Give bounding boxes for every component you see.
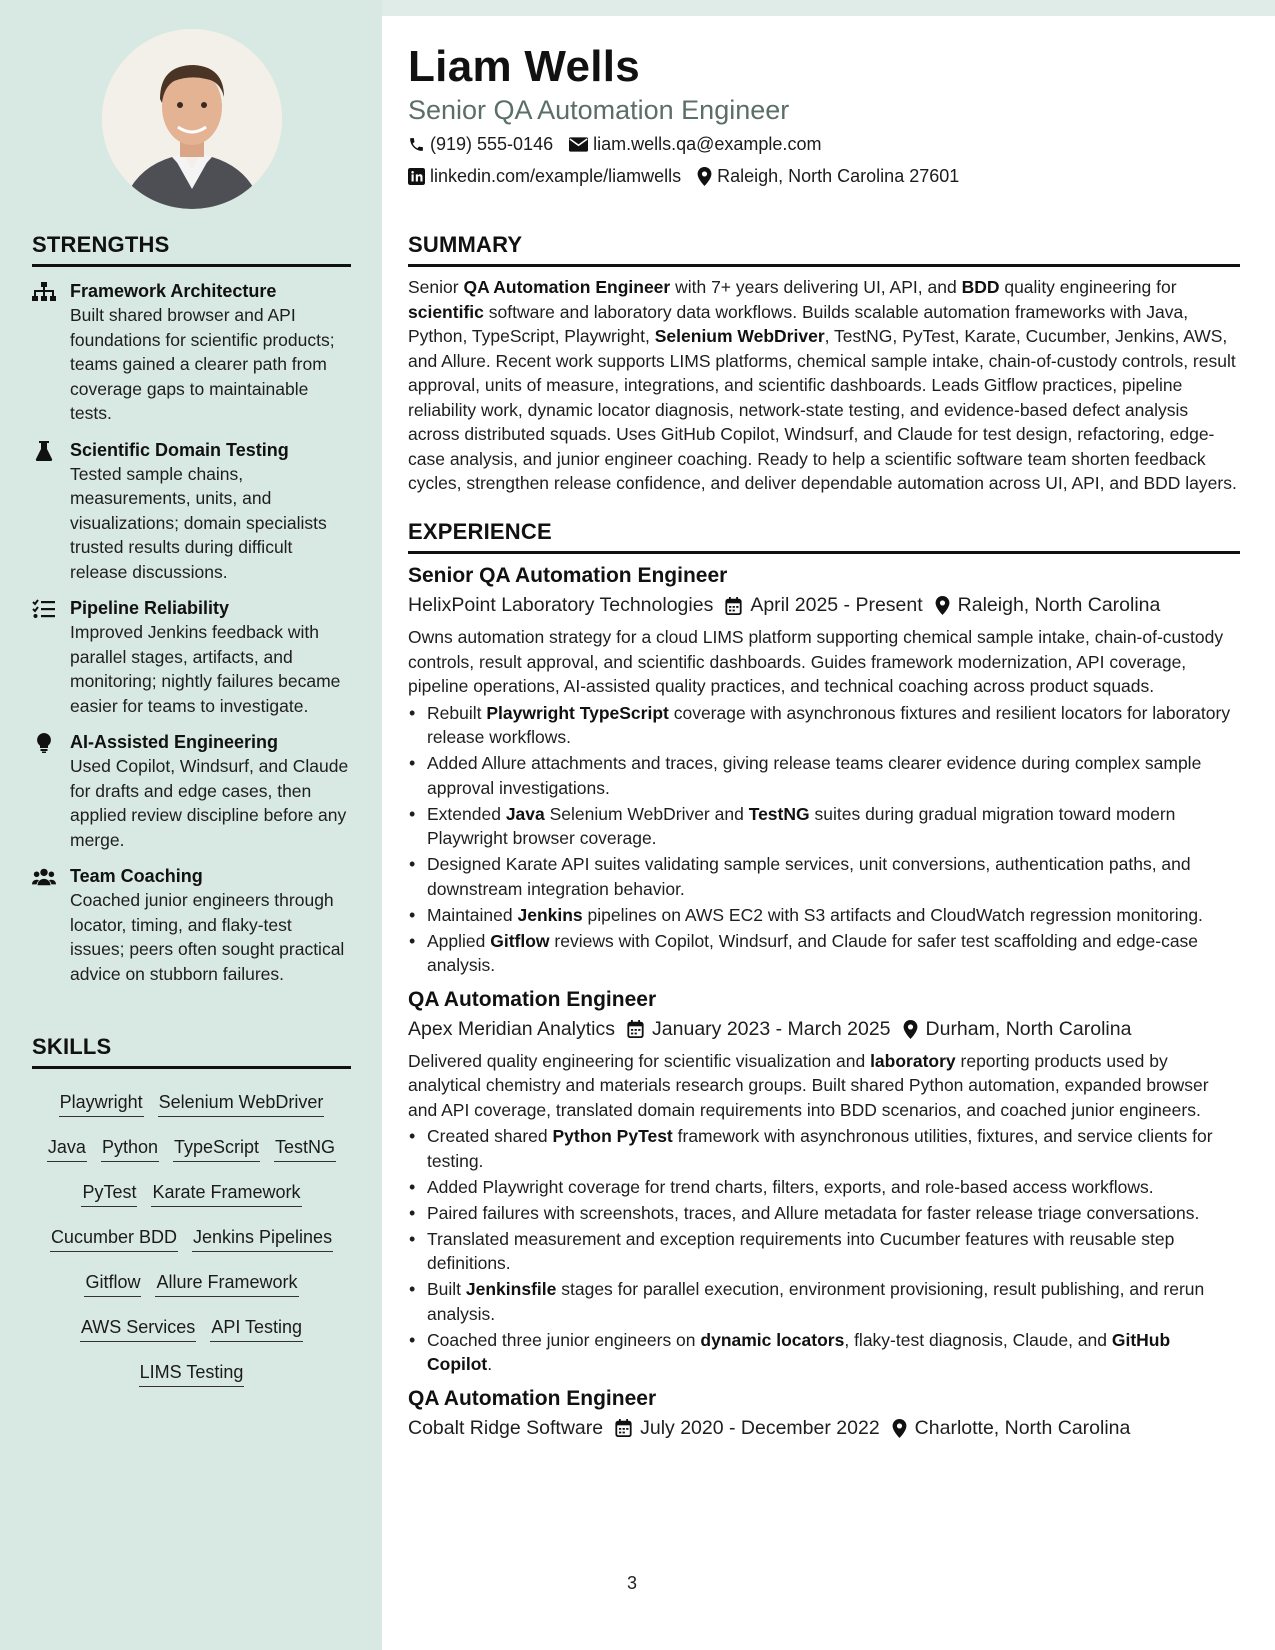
sitemap-icon — [32, 282, 56, 302]
calendar-icon — [725, 597, 742, 615]
calendar-icon — [615, 1419, 632, 1437]
flask-icon — [32, 441, 56, 461]
map-pin-icon — [903, 1020, 918, 1039]
candidate-title: Senior QA Automation Engineer — [408, 95, 790, 125]
summary-heading: SUMMARY — [408, 232, 1240, 267]
users-icon — [32, 867, 56, 887]
job-entry — [408, 988, 1240, 1377]
skill-tag: TypeScript — [173, 1135, 260, 1162]
strength-title: Scientific Domain Testing — [70, 439, 289, 460]
bullet-item: • Coached three junior engineers on dynamic locators, flaky-test diagnosis, Claude, and GitHub Copilot. — [408, 1328, 1240, 1377]
experience-section — [408, 519, 1240, 1440]
skill-tag: Java — [47, 1135, 87, 1162]
job-dates: January 2023 - March 2025 — [652, 1017, 891, 1040]
location-text: Raleigh, North Carolina 27601 — [717, 166, 960, 186]
email-item[interactable] — [569, 134, 821, 155]
strength-item — [32, 279, 351, 426]
bullet-item: • Designed Karate API suites validating sample services, unit conversions, authentication paths, and downstream integration behavior. — [408, 852, 1240, 901]
summary-text: Senior QA Automation Engineer with 7+ years delivering UI, API, and BDD quality engineering for scientific software and laboratory data workflows. Builds scalable automation frameworks with Java, Python, TypeScript, Playwright, Selenium WebDriver, TestNG, PyTest, Karate, Cucumber, Jenkins, AWS, and Allure. Recent work supports LIMS platforms, chemical sample intake, chain-of-custody controls, result approval, units of measure, integrations, and scientific dashboards. Leads Gitflow practices, pipeline reliability work, dynamic locator diagnosis, network-state testing, and evidence-based defect analysis across distributed squads. Uses GitHub Copilot, Windsurf, and Claude for test design, refactoring, edge-case analysis, and junior engineer coaching. Ready to help a scientific software team shorten feedback cycles, strengthen release confidence, and deliver dependable automation across UI, API, and BDD layers. — [408, 277, 1237, 493]
strength-title: AI-Assisted Engineering — [70, 732, 279, 752]
calendar-icon — [627, 1020, 644, 1038]
strength-desc: Used Copilot, Windsurf, and Claude for drafts and edge cases, then applied review discipline before any merge. — [70, 756, 349, 850]
bullet-item: • Maintained Jenkins pipelines on AWS EC2 with S3 artifacts and CloudWatch regression monitoring. — [408, 903, 1240, 928]
map-pin-icon — [697, 167, 712, 186]
skill-tag: Python — [101, 1135, 159, 1162]
strength-item — [32, 596, 351, 718]
strength-title: Pipeline Reliability — [70, 598, 230, 618]
skill-tag: Cucumber BDD — [50, 1225, 178, 1252]
experience-heading: EXPERIENCE — [408, 519, 1240, 554]
emphasis-text: Selenium WebDriver — [654, 326, 825, 346]
job-location: Charlotte, North Carolina — [914, 1416, 1131, 1439]
job-dates: April 2025 - Present — [750, 594, 923, 616]
job-entry — [408, 1387, 1240, 1440]
bullet-item: • Added Playwright coverage for trend charts, filters, exports, and role-based access workflows. — [408, 1175, 1240, 1200]
strength-item — [32, 864, 351, 986]
emphasis-text: laboratory — [870, 1050, 956, 1071]
job-company: Cobalt Ridge Software — [408, 1416, 604, 1439]
phone-text: (919) 555-0146 — [430, 134, 554, 154]
linkedin-icon — [408, 168, 425, 185]
job-bullets — [408, 701, 1240, 978]
skill-tag: Jenkins Pipelines — [192, 1225, 333, 1252]
strength-title: Team Coaching — [70, 866, 203, 886]
skill-tag: Gitflow — [84, 1270, 141, 1297]
skill-tag: Selenium WebDriver — [158, 1090, 325, 1117]
linkedin-text: linkedin.com/example/liamwells — [430, 166, 682, 186]
list-check-icon — [32, 599, 56, 619]
map-pin-icon — [892, 1419, 907, 1438]
summary-section — [408, 232, 1240, 496]
emphasis-text: QA Automation Engineer — [463, 277, 671, 297]
bullet-item: • Added Allure attachments and traces, giving release teams clearer evidence during complex sample approval investigations. — [408, 751, 1240, 800]
skills-section — [32, 1034, 351, 1396]
emphasis-text: Gitflow — [490, 930, 550, 951]
lightbulb-icon — [32, 733, 56, 753]
linkedin-item[interactable] — [408, 166, 681, 187]
skill-tag: PyTest — [81, 1180, 137, 1207]
emphasis-text: scientific — [408, 301, 484, 322]
skill-tag: LIMS Testing — [139, 1360, 245, 1387]
strength-desc: Tested sample chains, measurements, units, and visualizations; domain specialists trusted results during difficult release discussions. — [70, 463, 327, 582]
email-text: liam.wells.qa@example.com — [593, 134, 822, 154]
contact-row-1 — [408, 134, 837, 155]
bullet-item: • Rebuilt Playwright TypeScript coverage with asynchronous fixtures and resilient locators for laboratory release workflows. — [408, 701, 1240, 750]
strength-desc: Coached junior engineers through locator, timing, and flaky-test issues; peers often sought practical advice on stubborn failures. — [70, 890, 345, 984]
skills-list — [32, 1081, 351, 1396]
skill-tag: Karate Framework — [151, 1180, 301, 1207]
emphasis-text: Java — [505, 803, 545, 824]
contact-row-2 — [408, 166, 975, 187]
strength-desc: Improved Jenkins feedback with parallel stages, artifacts, and monitoring; nightly failures became easier for teams to investigate. — [70, 622, 341, 716]
strengths-section — [32, 232, 351, 986]
job-company: HelixPoint Laboratory Technologies — [408, 594, 714, 616]
location-item — [697, 166, 959, 187]
phone-icon — [408, 136, 425, 153]
emphasis-text: TestNG — [748, 803, 810, 824]
candidate-name: Liam Wells — [408, 42, 641, 91]
emphasis-text: dynamic locators — [700, 1329, 845, 1350]
job-summary: Owns automation strategy for a cloud LIMS platform supporting chemical sample intake, chain-of-custody controls, result approval, and scientific dashboards. Guides framework modernization, API coverage, pipeline operations, AI-assisted quality practices, and technical coaching across product squads. — [408, 627, 1224, 696]
skills-heading: SKILLS — [32, 1034, 351, 1069]
strength-item — [32, 438, 351, 585]
strengths-heading: STRENGTHS — [32, 232, 351, 267]
map-pin-icon — [935, 596, 950, 615]
emphasis-text: GitHub Copilot — [427, 1329, 1171, 1374]
emphasis-text: Python PyTest — [552, 1126, 673, 1146]
job-dates: July 2020 - December 2022 — [640, 1416, 880, 1439]
job-meta — [408, 1417, 1240, 1440]
skill-tag: Allure Framework — [155, 1270, 298, 1297]
skill-tag: AWS Services — [80, 1315, 196, 1342]
job-bullets — [408, 1124, 1240, 1377]
profile-photo — [102, 29, 282, 209]
emphasis-text: BDD — [961, 277, 1000, 297]
bullet-item: • Paired failures with screenshots, traces, and Allure metadata for faster release triage conversations. — [408, 1201, 1240, 1226]
envelope-icon — [569, 137, 588, 152]
job-meta — [408, 594, 1240, 617]
job-title: QA Automation Engineer — [408, 987, 657, 1011]
job-entry — [408, 564, 1240, 978]
job-summary: Delivered quality engineering for scientific visualization and laboratory reporting products used by analytical chemistry and materials research groups. Built shared Python automation, expanded browser and API coverage, translated domain requirements into BDD scenarios, and coached junior engineers. — [408, 1050, 1209, 1120]
bullet-item: • Extended Java Selenium WebDriver and TestNG suites during gradual migration toward modern Playwright browser coverage. — [408, 802, 1240, 851]
job-meta — [408, 1018, 1240, 1041]
strength-desc: Built shared browser and API foundations for scientific products; teams gained a clearer path from coverage gaps to maintainable tests. — [70, 305, 335, 423]
strength-title: Framework Architecture — [70, 281, 277, 301]
bullet-item: • Built Jenkinsfile stages for parallel execution, environment provisioning, result publishing, and rerun analysis. — [408, 1277, 1240, 1326]
job-location: Raleigh, North Carolina — [957, 594, 1161, 616]
job-location: Durham, North Carolina — [925, 1017, 1132, 1040]
job-title: QA Automation Engineer — [408, 1386, 657, 1410]
strength-item — [32, 730, 351, 852]
skill-tag: Playwright — [59, 1090, 144, 1117]
emphasis-text: Playwright TypeScript — [486, 702, 669, 723]
bullet-item: • Translated measurement and exception requirements into Cucumber features with reusable step definitions. — [408, 1227, 1240, 1276]
job-title: Senior QA Automation Engineer — [408, 564, 728, 587]
bullet-item: • Created shared Python PyTest framework with asynchronous utilities, fixtures, and service clients for testing. — [408, 1124, 1240, 1173]
emphasis-text: Jenkinsfile — [465, 1279, 557, 1299]
job-company: Apex Meridian Analytics — [408, 1017, 616, 1040]
skill-tag: TestNG — [274, 1135, 336, 1162]
page-number: 3 — [627, 1573, 638, 1593]
bullet-item: • Applied Gitflow reviews with Copilot, Windsurf, and Claude for safer test scaffolding and edge-case analysis. — [408, 929, 1240, 978]
phone-item[interactable] — [408, 134, 553, 155]
skill-tag: API Testing — [210, 1315, 303, 1342]
emphasis-text: Jenkins — [517, 904, 583, 925]
